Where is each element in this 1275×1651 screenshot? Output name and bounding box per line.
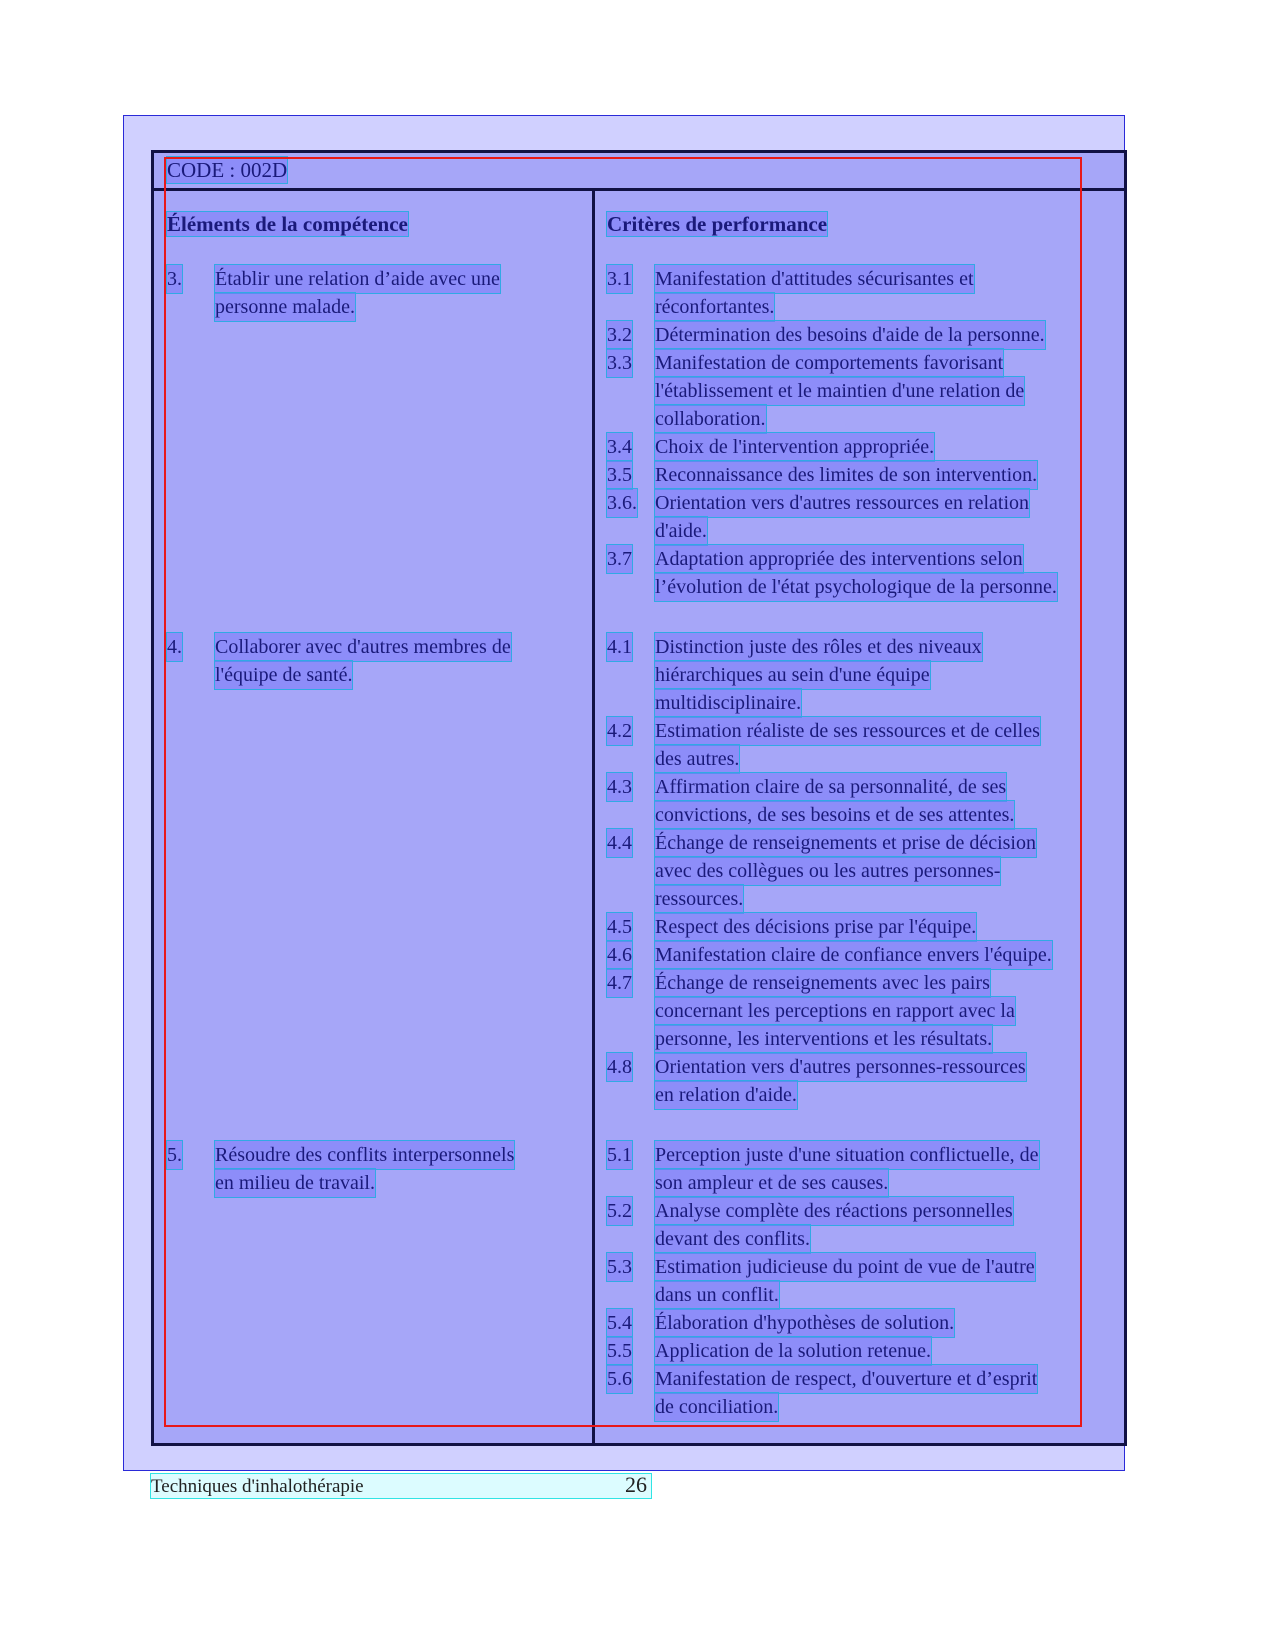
criterion-line (607, 1281, 1117, 1309)
block-spacer (607, 601, 1117, 633)
element-text: Collaborer avec d'autres membres de (215, 633, 511, 661)
criterion-text: de conciliation. (655, 1393, 778, 1421)
criterion-number: 3.4 (607, 433, 632, 461)
code-label: CODE : 002D (167, 158, 288, 182)
criterion-number: 5.3 (607, 1253, 632, 1281)
criterion-line (607, 293, 1117, 321)
criterion-text: Choix de l'intervention appropriée. (655, 433, 934, 461)
criterion-number: 3.7 (607, 545, 632, 573)
criterion-number: 3.1 (607, 265, 632, 293)
criterion-first-line (607, 545, 1117, 573)
criterion-text: son ampleur et de ses causes. (655, 1169, 888, 1197)
criterion-text: hiérarchiques au sein d'une équipe (655, 661, 930, 689)
criterion-text: Manifestation de comportements favorisant (655, 349, 1003, 377)
criterion-text: multidisciplinaire. (655, 689, 801, 717)
criterion-text: Adaptation appropriée des interventions selon (655, 545, 1023, 573)
criterion-text: Détermination des besoins d'aide de la personne. (655, 321, 1045, 349)
criterion-first-line (607, 913, 1117, 941)
criteria-list (607, 265, 1117, 1421)
criterion-first-line (607, 321, 1117, 349)
element-item (167, 265, 587, 601)
criterion-text: l'établissement et le maintien d'une relation de (655, 377, 1024, 405)
criterion-line (607, 1081, 1117, 1109)
criterion-text: personne, les interventions et les résultats. (655, 1025, 992, 1053)
criterion-text: avec des collègues ou les autres personnes- (655, 857, 1000, 885)
criterion-number: 5.2 (607, 1197, 632, 1225)
criterion-line (607, 377, 1117, 405)
criterion-text: Orientation vers d'autres personnes-ressources (655, 1053, 1026, 1081)
criterion-text: Manifestation claire de confiance envers l'équipe. (655, 941, 1052, 969)
criterion-number: 4.1 (607, 633, 632, 661)
criterion-text: Échange de renseignements avec les pairs (655, 969, 990, 997)
element-line (167, 661, 587, 689)
criterion-first-line (607, 969, 1117, 997)
criteria-group (607, 265, 1117, 601)
code-row (154, 153, 1124, 191)
element-number: 5. (167, 1141, 182, 1169)
criterion-text: réconfortantes. (655, 293, 774, 321)
criterion-text: l’évolution de l'état psychologique de la personne. (655, 573, 1057, 601)
element-text: Établir une relation d’aide avec une (215, 265, 500, 293)
criterion-number: 4.2 (607, 717, 632, 745)
criterion-number: 3.5 (607, 461, 632, 489)
criterion-number: 5.1 (607, 1141, 632, 1169)
criterion-first-line (607, 1053, 1117, 1081)
criterion-text: Orientation vers d'autres ressources en relation (655, 489, 1029, 517)
page-number: 26 (625, 1472, 647, 1497)
criterion-line (607, 1225, 1117, 1253)
elements-column (167, 211, 587, 1421)
criterion-line (607, 573, 1117, 601)
criterion-text: d'aide. (655, 517, 707, 545)
element-item (167, 633, 587, 1109)
criterion-number: 5.4 (607, 1309, 632, 1337)
element-first-line (167, 265, 587, 293)
criterion-line (607, 885, 1117, 913)
criterion-text: Perception juste d'une situation conflictuelle, de (655, 1141, 1039, 1169)
element-number: 3. (167, 265, 182, 293)
element-text: l'équipe de santé. (215, 661, 352, 689)
block-spacer (167, 601, 587, 633)
element-first-line (167, 1141, 587, 1169)
criterion-number: 4.8 (607, 1053, 632, 1081)
criterion-line (607, 745, 1117, 773)
criterion-text: Reconnaissance des limites de son intervention. (655, 461, 1037, 489)
criterion-text: devant des conflits. (655, 1225, 810, 1253)
element-text: en milieu de travail. (215, 1169, 375, 1197)
criterion-first-line (607, 1309, 1117, 1337)
criterion-text: Application de la solution retenue. (655, 1337, 931, 1365)
criterion-number: 4.6 (607, 941, 632, 969)
element-line (167, 1169, 587, 1197)
criterion-line (607, 801, 1117, 829)
criterion-text: ressources. (655, 885, 743, 913)
criterion-text: Affirmation claire de sa personnalité, de ses (655, 773, 1006, 801)
criterion-number: 3.6. (607, 489, 637, 517)
criterion-number: 4.4 (607, 829, 632, 857)
criterion-line (607, 517, 1117, 545)
criterion-text: concernant les perceptions en rapport avec la (655, 997, 1015, 1025)
criterion-first-line (607, 461, 1117, 489)
criterion-text: Manifestation de respect, d'ouverture et d’esprit (655, 1365, 1037, 1393)
competence-table (151, 150, 1127, 1446)
criterion-first-line (607, 489, 1117, 517)
criterion-line (607, 689, 1117, 717)
block-spacer (607, 1109, 1117, 1141)
criterion-first-line (607, 265, 1117, 293)
element-item (167, 1141, 587, 1421)
criterion-first-line (607, 433, 1117, 461)
criterion-number: 4.3 (607, 773, 632, 801)
criteria-group (607, 1141, 1117, 1421)
block-spacer (167, 1109, 587, 1141)
page-footer (151, 1474, 651, 1498)
criterion-text: des autres. (655, 745, 739, 773)
criterion-line (607, 1169, 1117, 1197)
criterion-number: 4.5 (607, 913, 632, 941)
criterion-text: Respect des décisions prise par l'équipe. (655, 913, 976, 941)
element-text: personne malade. (215, 293, 355, 321)
criteria-column (607, 211, 1117, 1421)
criterion-first-line (607, 1141, 1117, 1169)
criteria-group (607, 633, 1117, 1109)
criterion-first-line (607, 717, 1117, 745)
criterion-line (607, 997, 1117, 1025)
criterion-text: collaboration. (655, 405, 766, 433)
criterion-text: Manifestation d'attitudes sécurisantes et (655, 265, 974, 293)
criterion-text: Analyse complète des réactions personnelles (655, 1197, 1013, 1225)
element-number: 4. (167, 633, 182, 661)
criterion-first-line (607, 1253, 1117, 1281)
elements-list (167, 265, 587, 1421)
criterion-text: dans un conflit. (655, 1281, 779, 1309)
criterion-text: Distinction juste des rôles et des niveaux (655, 633, 982, 661)
column-divider (592, 191, 595, 1443)
criterion-line (607, 405, 1117, 433)
criterion-first-line (607, 1337, 1117, 1365)
criterion-text: Estimation judicieuse du point de vue de l'autre (655, 1253, 1035, 1281)
criterion-number: 5.5 (607, 1337, 632, 1365)
element-line (167, 293, 587, 321)
criterion-line (607, 661, 1117, 689)
criterion-first-line (607, 1197, 1117, 1225)
criterion-text: convictions, de ses besoins et de ses attentes. (655, 801, 1014, 829)
criterion-line (607, 857, 1117, 885)
criterion-text: en relation d'aide. (655, 1081, 797, 1109)
criterion-first-line (607, 773, 1117, 801)
criterion-first-line (607, 941, 1117, 969)
criterion-first-line (607, 633, 1117, 661)
criterion-line (607, 1025, 1117, 1053)
criterion-line (607, 1393, 1117, 1421)
criterion-text: Élaboration d'hypothèses de solution. (655, 1309, 954, 1337)
criterion-first-line (607, 1365, 1117, 1393)
footer-title: Techniques d'inhalothérapie (151, 1476, 364, 1497)
element-first-line (167, 633, 587, 661)
criterion-text: Échange de renseignements et prise de décision (655, 829, 1036, 857)
criterion-number: 3.3 (607, 349, 632, 377)
elements-heading: Éléments de la compétence (167, 212, 408, 236)
criterion-text: Estimation réaliste de ses ressources et de celles (655, 717, 1040, 745)
criterion-first-line (607, 349, 1117, 377)
criterion-first-line (607, 829, 1117, 857)
criterion-number: 5.6 (607, 1365, 632, 1393)
element-text: Résoudre des conflits interpersonnels (215, 1141, 514, 1169)
criterion-number: 3.2 (607, 321, 632, 349)
criterion-number: 4.7 (607, 969, 632, 997)
criteria-heading: Critères de performance (607, 212, 828, 236)
